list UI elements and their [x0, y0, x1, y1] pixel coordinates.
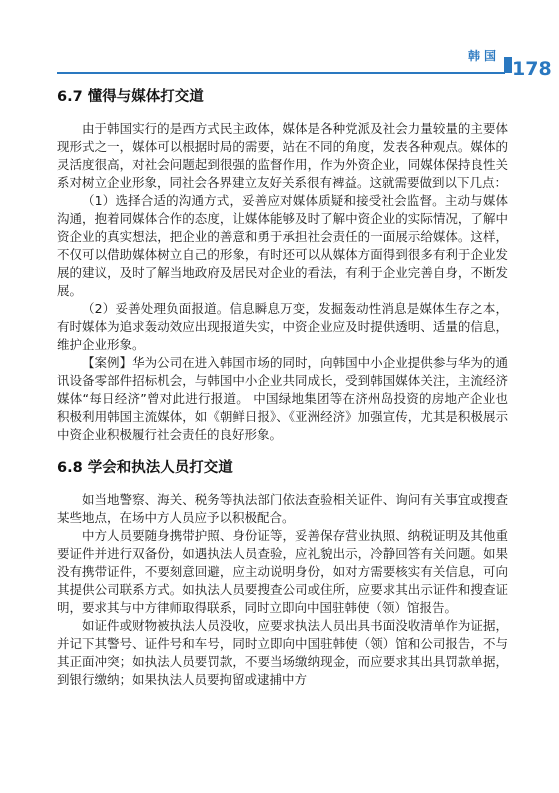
paragraph: （2）妥善处理负面报道。信息瞬息万变，发掘轰动性消息是媒体生存之本，有时媒体为追求轰动效应出现报道失实，中资企业应及时提供透明、适量的信息，维护企业形象。	[57, 301, 508, 352]
paragraph: 由于韩国实行的是西方式民主政体，媒体是各种党派及社会力量较量的主要体现形式之一，媒体可以根据时局的需要，站在不同的角度，发表各种观点。媒体的灵活度很高，对社会问题起到很强的监督作用，作为外资企业，同媒体保持良性关系对树立企业形象，同社会各界建立友好关系很有裨益。这就需要做到以下几点：	[57, 121, 508, 190]
paragraph: 如当地警察、海关、税务等执法部门依法查验相关证件、询问有关事宜或搜查某些地点，在场中方人员应予以积极配合。	[57, 492, 508, 525]
section-title: 6.7 懂得与媒体打交道	[57, 89, 204, 105]
header-tab-mark	[504, 57, 512, 73]
header-country: 韩国	[468, 49, 501, 63]
paragraph: 【案例】华为公司在进入韩国市场的同时，向韩国中小企业提供参与华为的通讯设备零部件招标机会，与韩国中小企业共同成长，受到韩国媒体关注，主流经济媒体“每日经济”曾对此进行报道。 中国绿地集团等在济州岛投资的房地产企业也积极利用韩国主流媒体，如《朝鲜日报》、《亚洲经济》加强宣传，尤其是积极展示中资企业积极履行社会责任的良好形象。	[57, 355, 508, 442]
header-rule	[57, 72, 505, 74]
page-body	[57, 84, 508, 689]
section-title: 6.8 学会和执法人员打交道	[57, 460, 233, 476]
paragraph: 如证件或财物被执法人员没收，应要求执法人员出具书面没收清单作为证据，并记下其警号、证件号和车号，同时立即向中国驻韩使（领）馆和公司报告，不与其正面冲突；如执法人员要罚款，不要当场缴纳现金，而应要求其出具罚款单据，到银行缴纳；如果执法人员要拘留或逮捕中方	[57, 618, 508, 687]
paragraph: 中方人员要随身携带护照、身份证等，妥善保存营业执照、纳税证明及其他重要证件并进行双备份，如遇执法人员查验，应礼貌出示，冷静回答有关问题。如果没有携带证件，不要刻意回避，应主动说明身份，如对方需要核实有关信息，可向其提供公司联系方式。如执法人员要搜查公司或住所，应要求其出示证件和搜查证明，要求其与中方律师取得联系，同时立即向中国驻韩使（领）馆报告。	[57, 528, 508, 615]
page-number: 178	[512, 58, 552, 80]
paragraph: （1）选择合适的沟通方式，妥善应对媒体质疑和接受社会监督。主动与媒体沟通，抱着同媒体合作的态度，让媒体能够及时了解中资企业的实际情况，了解中资企业的真实想法，把企业的善意和勇于承担社会责任的一面展示给媒体。这样，不仅可以借助媒体树立自己的形象，有时还可以从媒体方面得到很多有利于企业发展的建议，及时了解当地政府及居民对企业的看法，有利于企业完善自身，不断发展。	[57, 193, 508, 298]
